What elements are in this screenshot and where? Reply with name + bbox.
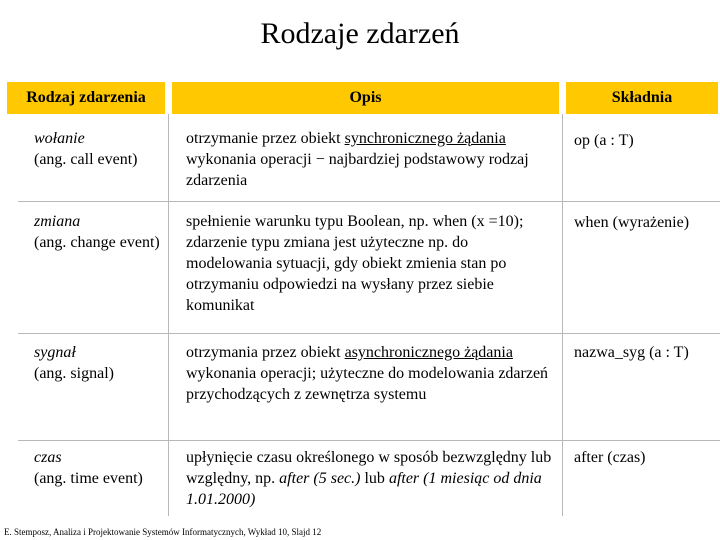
description-text: otrzymania przez obiekt xyxy=(186,344,345,361)
header-description: Opis xyxy=(172,82,559,114)
description-text: wykonania operacji; użyteczne do modelowania zdarzeń przychodzących z zewnętrza systemu xyxy=(186,365,549,403)
table-row-call-type xyxy=(34,128,162,170)
description-italic: after (5 sec.) xyxy=(279,470,361,487)
table-row-change-syntax: when (wyrażenie) xyxy=(574,214,690,231)
description-text: lub xyxy=(360,470,389,487)
table-row-call-description xyxy=(186,128,558,191)
table-row-time-syntax: after (czas) xyxy=(574,449,646,466)
description-text: spełnienie warunku typu Boolean, np. when (x =10); zdarzenie typu zmiana jest użyteczne np. do modelowania sytuacji, gdy obiekt zmienia stan po otrzymaniu odpowiedzi na wysłany przez siebie komunikat xyxy=(186,213,524,314)
slide-footer: E. Stemposz, Analiza i Projektowanie Systemów Informatycznych, Wykład 10, Slajd 12 xyxy=(4,527,322,537)
description-text: wykonania operacji − najbardziej podstawowy rodzaj zdarzenia xyxy=(186,151,529,189)
slide-title: Rodzaje zdarzeń xyxy=(260,17,460,50)
description-underlined: asynchronicznego żądania xyxy=(344,344,513,361)
event-type-english: (ang. signal) xyxy=(34,365,114,382)
table-row-call-syntax: op (a : T) xyxy=(574,132,634,149)
column-divider xyxy=(562,114,563,516)
event-type-name: zmiana xyxy=(34,213,81,230)
table-row-change-description xyxy=(186,211,558,316)
table-row-signal-description xyxy=(186,342,558,405)
event-type-name: czas xyxy=(34,449,62,466)
table-row-change-type xyxy=(34,211,162,253)
description-text: upłynięcie czasu określonego w sposób bezwzględny lub względny, np. xyxy=(186,449,552,487)
description-italic: after (1 miesiąc od dnia 1.01.2000) xyxy=(186,470,542,508)
column-divider xyxy=(168,114,169,516)
event-type-name: sygnał xyxy=(34,344,76,361)
header-syntax: Składnia xyxy=(566,82,718,114)
table-row-signal-type xyxy=(34,342,162,384)
header-event-type: Rodzaj zdarzenia xyxy=(7,82,165,114)
row-divider xyxy=(18,201,720,202)
row-divider xyxy=(18,333,720,334)
event-type-english: (ang. change event) xyxy=(34,234,160,251)
event-type-english: (ang. call event) xyxy=(34,151,138,168)
event-type-english: (ang. time event) xyxy=(34,470,143,487)
event-type-name: wołanie xyxy=(34,130,85,147)
table-row-signal-syntax: nazwa_syg (a : T) xyxy=(574,344,689,361)
description-underlined: synchronicznego żądania xyxy=(344,130,506,147)
description-text: otrzymanie przez obiekt xyxy=(186,130,345,147)
table-row-time-description xyxy=(186,447,558,510)
row-divider xyxy=(18,440,720,441)
table-row-time-type xyxy=(34,447,162,489)
